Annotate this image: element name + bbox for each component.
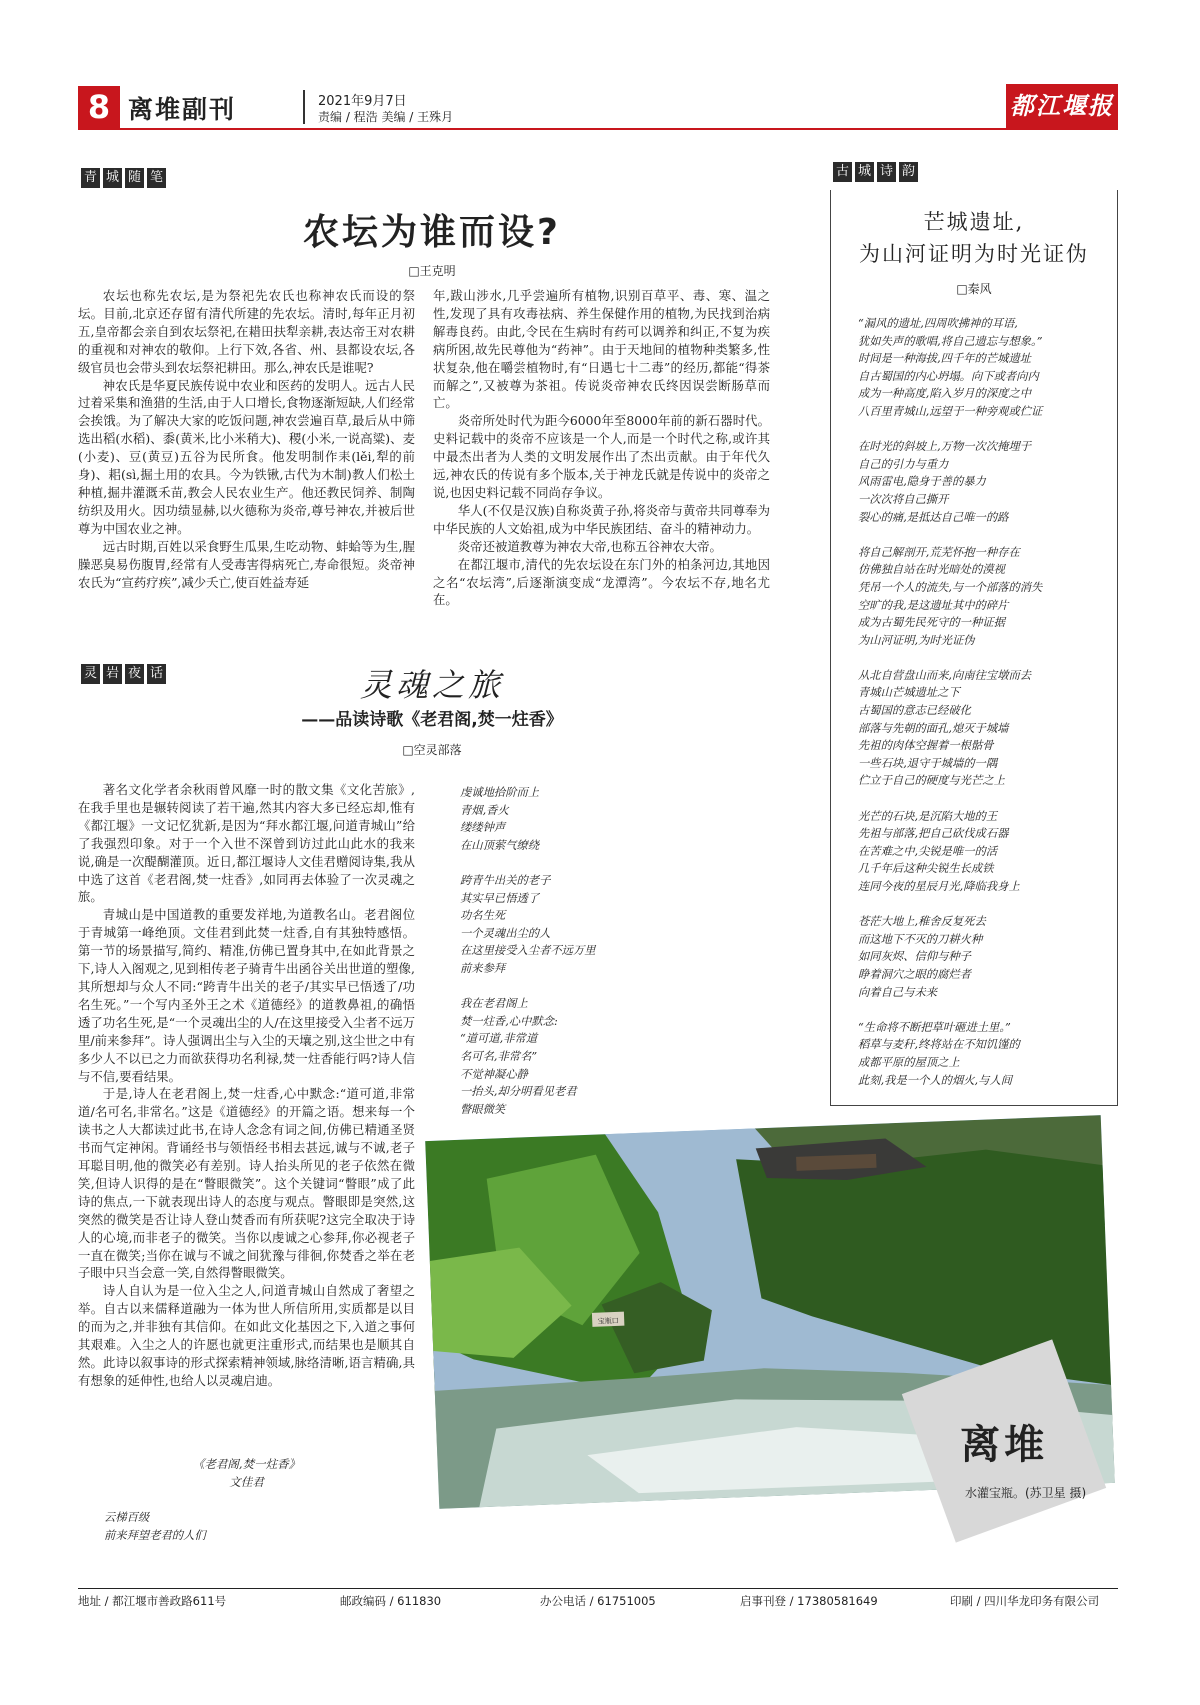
poem-line: 部落与先朝的面孔,熄灭于城墙 (858, 721, 1009, 735)
stanza-break (858, 421, 1108, 439)
quoted-poem-lines (104, 1509, 414, 1544)
poem-line: 八百里青城山,远望于一种旁观或伫证 (858, 404, 1043, 418)
editors-credit: 责编 / 程浩 美编 / 王殊月 (318, 110, 454, 124)
poem-line: 在这里接受入尘者不远万里 (460, 944, 596, 958)
footer-postcode: 邮政编码 / 611830 (340, 1594, 442, 1608)
paragraph: 在都江堰市,清代的先农坛设在东门外的柏条河边,其地因之名“农坛湾”,后逐渐演变成“龙潭湾”。今农坛不存,地名尤在。 (433, 556, 770, 608)
tag-char: 灵 (81, 664, 100, 684)
masthead (78, 86, 1118, 130)
poem-line: 从北自营盘山而来,向南往宝墩而去 (858, 668, 1032, 682)
poem-line: 古蜀国的意志已经破化 (858, 704, 971, 718)
paragraph: 年,跋山涉水,几乎尝遍所有植物,识别百草平、毒、寒、温之性,发现了具有攻毒祛病、养生保健作用的植物,为民找到治病解毒良药。由此,令民在生病时有药可以调养和纠正,不复为疾病所困,故先民尊他为“药神”。由于天地间的植物种类繁多,性状复杂,他在嚼尝植物时,有“日遇七十二毒”的经历,都能“得茶而解之”,又被尊为茶祖。传说炎帝神农氏终因误尝断肠草而亡。 (433, 288, 770, 411)
poem-line: 空旷的我,是这遗址其中的碎片 (858, 598, 1009, 612)
footer-divider (78, 1588, 1118, 1589)
quoted-poem-lines (460, 784, 720, 1118)
poem-line: “漏风的遗址,四周吹拂神的耳语, (858, 317, 1018, 330)
stanza-break (858, 649, 1108, 667)
poem-line: 凭吊一个人的流失,与一个部落的消失 (858, 580, 1043, 594)
stanza-break (858, 1001, 1108, 1019)
poem-line: 苍茫大地上,稚舍反复死去 (858, 915, 986, 929)
quoted-poem-title: 《老君阁,焚一炷香》 (192, 1457, 301, 1471)
poem-line: 连同今夜的星辰月光,降临我身上 (858, 880, 1020, 893)
stanza-break (460, 854, 720, 872)
poem-line: 裂心的痛,是抵达自己唯一的路 (858, 510, 1009, 524)
paragraph: 著名文化学者余秋雨曾风靡一时的散文集《文化苦旅》,在我手里也是辗转阅读了若干遍,然其内容大多已经忘却,惟有《都江堰》一文记忆犹新,是因为“拜水都江堰,问道青城山”给了我强烈印象。对于一个入世不深曾到访过此山此水的我来说,确是一次醍醐灌顶。近日,都江堰诗人文佳君赠阅诗集,我从中选了这首《老君阁,焚一炷香》,如同再去体验了一次灵魂之旅。 (78, 782, 415, 905)
poem-line: 虔诚地拾阶而上 (460, 786, 540, 799)
poem-line: 一抬头,却分明看见老君 (460, 1085, 577, 1099)
page-number: 8 (78, 86, 120, 128)
publication-date: 2021年9月7日 (318, 94, 407, 109)
poem-line: 自己的引力与重力 (858, 457, 949, 471)
poem-line: 成都平原的屋顶之上 (858, 1055, 960, 1069)
sign-plaque-text: 宝瓶口 (597, 1316, 619, 1326)
article-title: 农坛为谁而设? (303, 212, 561, 253)
tag-char: 诗 (877, 162, 896, 182)
paragraph: 农坛也称先农坛,是为祭祀先农氏也称神农氏而设的祭坛。目前,北京还存留有清代所建的先农坛。清时,每年正月初五,皇帝都会亲自到农坛祭祀,在耤田扶犁亲耕,表达帝王对农耕的重视和对神农的敬仰。上行下效,各省、州、县都设农坛,各级官员也会带头到农坛祭祀耕田。那么,神农氏是谁呢? (78, 288, 415, 375)
article-author: □空灵部落 (402, 743, 462, 757)
poem-line: 自古蜀国的内心坍塌。向下或者向内 (858, 369, 1039, 383)
poem-title: 为山河证明为时光证伪 (859, 242, 1089, 266)
newspaper-logo: 都江堰报 (1006, 84, 1118, 128)
paragraph: 青城山是中国道教的重要发祥地,为道教名山。老君阁位于青城第一峰绝顶。文佳君到此焚一炷香,自有其独特感悟。第一节的场景描写,简约、精准,仿佛已置身其中,在如此背景之下,诗人入阁观之,见到相传老子骑青牛出函谷关出世道的塑像,其所想却与众人不同:“跨青牛出关的老子/其实早已悟透了/功名生死。”一个写内圣外王之术《道德经》的道教鼻祖,的确悟透了功名生死,是“一个灵魂出尘的人/在这里接受入尘者不远万里/前来参拜”。诗人强调出尘与入尘的天壤之别,这尘世之中有多少人不以已之力而欲获得功名利禄,焚一炷香能行吗?诗人信与不信,要看结果。 (78, 907, 415, 1084)
tag-char: 青 (81, 168, 100, 188)
poem-line: 青城山芒城遗址之下 (858, 686, 960, 700)
poem-line: 此刻,我是一个人的烟火,与人间 (858, 1073, 1013, 1087)
paragraph: 诗人自认为是一位入尘之人,问道青城山自然成了奢望之举。自古以来儒释道融为一体为世人所信所用,实质都是以目的而为之,并非独有其信仰。在如此文化基因之下,入道之事何其艰难。入尘之人的许愿也就更注重形式,而结果也是顺其自然。此诗以叙事诗的形式探索精神领域,脉络清晰,语言精确,具有想象的延伸性,也给人以灵魂启迪。 (78, 1283, 415, 1388)
poem-line: 跨青牛出关的老子 (460, 873, 551, 887)
footer-office-phone: 办公电话 / 61751005 (540, 1594, 656, 1608)
stanza-break (858, 526, 1108, 544)
footer-ad-phone: 启事刊登 / 17380581649 (740, 1594, 878, 1608)
poem-line: 一次次将自己撕开 (858, 492, 949, 506)
tag-char: 随 (125, 168, 144, 188)
poem-line: 风雨雷电,隐身于善的暴力 (858, 475, 986, 489)
poem-line: 在苦难之中,尖锐是唯一的活 (858, 844, 998, 858)
poem-line: “生命将不断把草叶砸进土里。” (858, 1020, 1011, 1034)
poem-line: 仿佛独自站在时光暗处的漠视 (858, 563, 1005, 577)
poem-line: 我在老君阁上 (460, 997, 528, 1011)
poem-line: 成为一种高度,陷入岁月的深度之中 (858, 387, 1032, 401)
paragraph: 远古时期,百姓以采食野生瓜果,生吃动物、蚌蛤等为生,腥臊恶臭易伤腹胃,经常有人受毒害得病死亡,寿命很短。炎帝神农氏为“宣药疗疾”,减少夭亡,使百姓益寿延 (78, 538, 415, 590)
paragraph: 炎帝还被道教尊为神农大帝,也称五谷神农大帝。 (457, 538, 722, 554)
article-column (78, 287, 415, 617)
poem-line: 云梯百级 (104, 1511, 150, 1524)
poem-line: 其实早已悟透了 (460, 891, 540, 905)
tag-char: 韵 (899, 162, 918, 182)
article-subtitle: ——品读诗歌《老君阁,焚一炷香》 (301, 710, 563, 730)
poem-line: 如同灰烬、信仰与种子 (858, 950, 971, 964)
poem-line: 成为古蜀先民死守的一种证据 (858, 616, 1005, 630)
section-tag-gucheng (830, 162, 921, 184)
tag-char: 古 (833, 162, 852, 182)
paragraph: 神农氏是华夏民族传说中农业和医药的发明人。远古人民过着采集和渔猎的生活,由于人口增长,食物逐渐短缺,人们经常会挨饿。为了解决大家的吃饭问题,神农尝遍百草,最后从中筛选出稻(水稻)、黍(黄米,比小米稍大)、稷(小米,一说高粱)、麦(小麦)、豆(黄豆)五谷为民所食。他发明制作耒(lěi,犁的前身)、耜(sì,掘土用的农具。今为铁锹,古代为木制)教人们松土种植,掘井灌溉禾苗,教会人民农业生产。他还教民饲养、制陶纺织及用火。因功绩显赫,以火德称为炎帝,尊号神农,并被后世尊为中国农业之神。 (78, 377, 415, 536)
quoted-poem-author: 文佳君 (229, 1475, 264, 1489)
poem-line: 青烟,香火 (460, 803, 509, 817)
poem-line: 不觉神凝心静 (460, 1067, 528, 1081)
article-title: 灵魂之旅 (359, 666, 504, 704)
poem-body (858, 315, 1108, 1089)
poem-line: 功名生死 (460, 909, 506, 923)
poem-line: 光芒的石块,是沉陷大地的王 (858, 809, 998, 823)
stanza-break (460, 978, 720, 996)
article-author: □王克明 (408, 264, 456, 278)
tag-char: 话 (147, 664, 166, 684)
poem-line: 前来拜望老君的人们 (104, 1528, 206, 1542)
tag-char: 岩 (103, 664, 122, 684)
poem-line: 犹如失声的歌唱,将自己遗忘与想象。” (858, 334, 1043, 348)
poem-line: 时间是一种海拔,四千年的芒城遗址 (858, 352, 1032, 366)
poem-line: 睁着洞穴之眼的腐烂者 (858, 967, 971, 981)
section-tag-qingcheng (78, 168, 169, 190)
poem-line: 在山顶萦气缭绕 (460, 838, 540, 852)
poem-line: 一些石块,退守于城墙的一隅 (858, 756, 998, 770)
poem-line: 将自己解剖开,荒芜怀抱一种存在 (858, 545, 1020, 559)
poem-author: □秦风 (956, 282, 992, 296)
tag-char: 城 (103, 168, 122, 188)
stamp-text: 离堆 (960, 1420, 1048, 1468)
footer-address: 地址 / 都江堰市善政路611号 (78, 1594, 227, 1608)
poem-line: 名可名,非常名” (460, 1049, 538, 1063)
poem-line: 焚一炷香,心中默念: (460, 1014, 558, 1028)
poem-line: 而这地下不灭的刀耕火种 (858, 932, 983, 946)
stanza-break (858, 896, 1108, 914)
poem-line: 前来参拜 (460, 961, 506, 975)
poem-line: 稻草与麦秆,终将站在不知饥馑的 (858, 1038, 1020, 1052)
poem-line: “道可道,非常道 (460, 1032, 538, 1046)
poem-line: 一个灵魂出尘的人 (460, 926, 551, 940)
photo-caption: 水灌宝瓶。(苏卫星 摄) (965, 1486, 1087, 1500)
poem-line: 在时光的斜坡上,万物一次次掩埋于 (858, 440, 1032, 454)
article-column (433, 287, 770, 617)
poem-line: 瞥眼微笑 (460, 1102, 506, 1116)
poem-line: 几千年后这种尖锐生长成铁 (858, 862, 994, 876)
poem-line: 缕缕钟声 (460, 821, 506, 835)
poem-line: 伫立于自己的硬度与光芒之上 (858, 774, 1005, 788)
footer-printer: 印刷 / 四川华龙印务有限公司 (950, 1594, 1100, 1608)
tag-char: 笔 (147, 168, 166, 188)
stanza-break (858, 790, 1108, 808)
paragraph: 华人(不仅是汉族)自称炎黄子孙,将炎帝与黄帝共同尊奉为中华民族的人文始祖,成为中华民族团结、奋斗的精神动力。 (433, 502, 770, 536)
header-divider (303, 90, 305, 124)
poem-line: 为山河证明,为时光证伪 (858, 633, 975, 647)
section-name: 离堆副刊 (128, 95, 237, 124)
poem-line: 向着自己与未来 (858, 985, 938, 999)
paragraph: 于是,诗人在老君阁上,焚一炷香,心中默念:“道可道,非常道/名可名,非常名。”这是《道德经》的开篇之语。想来每一个读书之人大都读过此书,在诗人念念有词之间,仿佛已精通圣贤书而气定神闲。背诵经书与领悟经书相去甚远,诚与不诚,老子耳聪目明,他的微笑必有差别。诗人抬头所见的老子依然在微笑,但诗人识得的是在“瞥眼微笑”。这个关键词“瞥眼”成了此诗的焦点,一下就表现出诗人的态度与观点。瞥眼即是突然,这突然的微笑是否让诗人登山焚香而有所获呢?这完全取决于诗人的心境,而非老子的微笑。当你以虔诚之心参拜,你必视老子一直在微笑;当你在诚与不诚之间犹豫与徘徊,你焚香之举在老子眼中只当会意一笑,自然得瞥眼微笑。 (78, 1086, 415, 1281)
poem-line: 先祖的肉体空握着一根骷骨 (858, 739, 994, 753)
tag-char: 城 (855, 162, 874, 182)
poem-title: 芒城遗址, (923, 210, 1025, 234)
paragraph: 炎帝所处时代为距今6000年至8000年前的新石器时代。史料记载中的炎帝不应该是一个人,而是一个时代之称,或许其中最杰出者为人类的文明发展作出了杰出贡献。由于年代久远,神农氏的传说有多个版本,关于神龙氏就是传说中的炎帝之说,也因史料记载不同尚存争议。 (433, 413, 770, 500)
tag-char: 夜 (125, 664, 144, 684)
article-column (78, 781, 415, 1449)
poem-line: 先祖与部落,把自己砍伐成石器 (858, 827, 1009, 841)
